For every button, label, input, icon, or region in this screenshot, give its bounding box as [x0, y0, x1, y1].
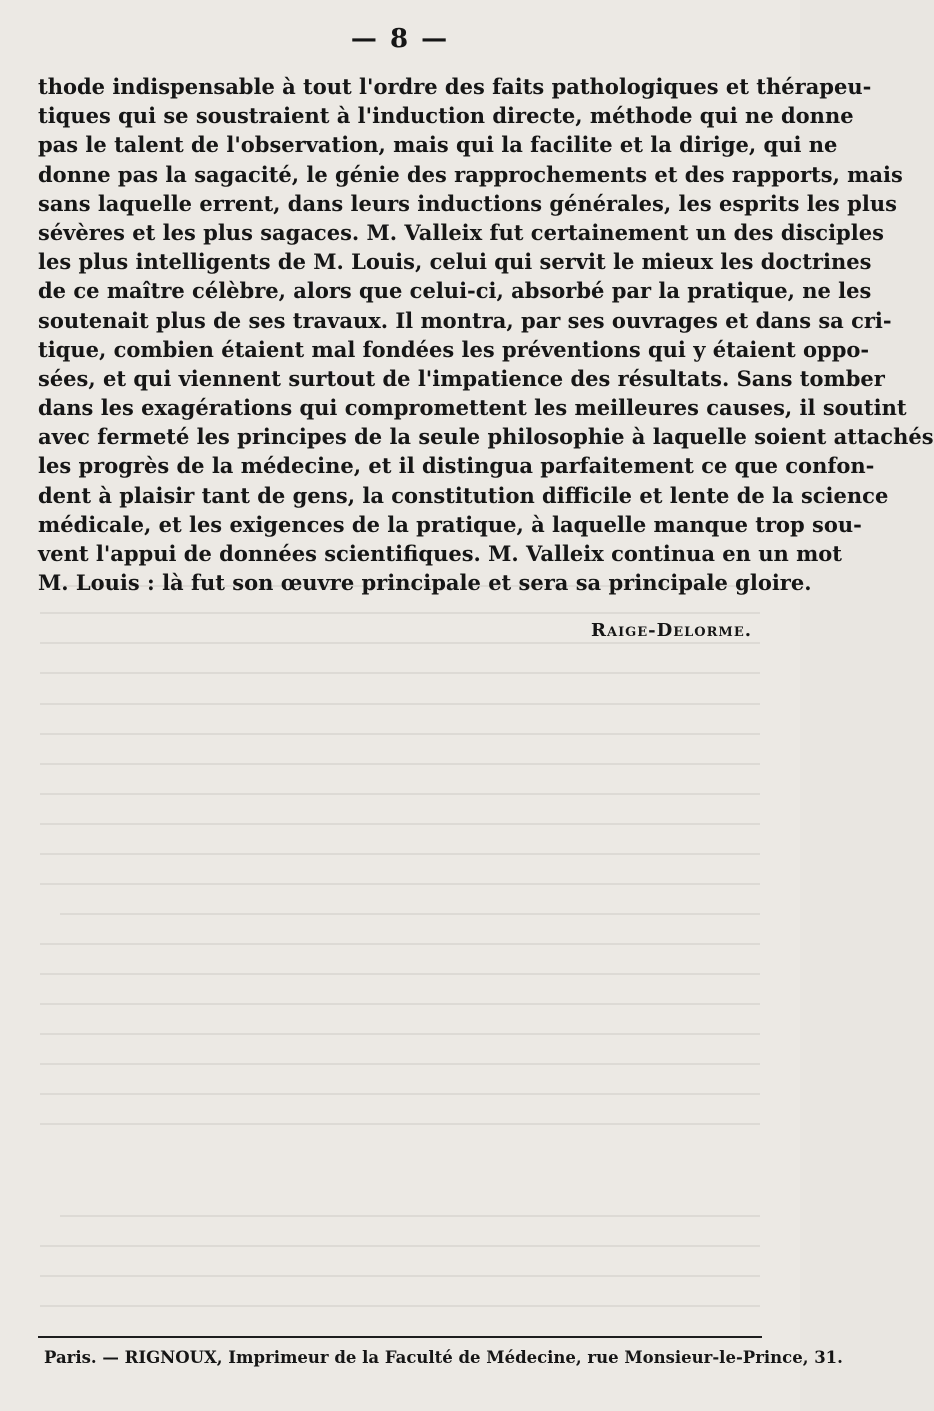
text-line: les progrès de la médecine, et il distingua parfaitement ce que confon-: [38, 453, 875, 479]
show-through-line: [40, 1033, 760, 1035]
text-line: les plus intelligents de M. Louis, celui qui servit le mieux les doctrines: [38, 249, 872, 275]
text-line: de ce maître célèbre, alors que celui-ci, absorbé par la pratique, ne les: [38, 278, 872, 304]
text-line: dent à plaisir tant de gens, la constitution difficile et lente de la science: [38, 482, 889, 508]
show-through-line: [60, 1215, 760, 1217]
text-line: sévères et les plus sagaces. M. Valleix fut certainement un des disciples: [38, 219, 884, 245]
show-through-line: [40, 973, 760, 975]
page-number: — 8 —: [350, 24, 450, 54]
text-line: donne pas la sagacité, le génie des rapprochements et des rapports, mais: [38, 161, 903, 187]
show-through-line: [40, 793, 760, 795]
show-through-line: [40, 823, 760, 825]
show-through-line: [40, 763, 760, 765]
printer-imprint: Paris. — RIGNOUX, Imprimeur de la Faculté de Médecine, rue Monsieur-le-Prince, 31.: [44, 1348, 843, 1367]
footer-rule: [38, 1336, 762, 1338]
show-through-line: [40, 612, 760, 614]
text-line: M. Louis : là fut son œuvre principale et sera sa principale gloire.: [38, 570, 812, 596]
show-through-line: [40, 853, 760, 855]
show-through-line: [40, 1245, 760, 1247]
show-through-line: [40, 1123, 760, 1125]
show-through-line: [40, 943, 760, 945]
show-through-line: [40, 1275, 760, 1277]
show-through-line: [60, 913, 760, 915]
show-through-line: [40, 703, 760, 705]
show-through-line: [40, 1093, 760, 1095]
author-signature: Raige-Delorme.: [591, 620, 752, 641]
show-through-line: [40, 642, 760, 644]
text-line: tique, combien étaient mal fondées les préventions qui y étaient oppo-: [38, 336, 870, 362]
show-through-line: [40, 883, 760, 885]
text-line: sées, et qui viennent surtout de l'impatience des résultats. Sans tomber: [38, 365, 885, 391]
text-line: avec fermeté les principes de la seule philosophie à laquelle soient attachés: [38, 424, 934, 450]
show-through-line: [40, 672, 760, 674]
show-through-line: [40, 1063, 760, 1065]
show-through-line: [40, 1305, 760, 1307]
text-line: sans laquelle errent, dans leurs inductions générales, les esprits les plus: [38, 190, 897, 216]
show-through-line: [40, 1003, 760, 1005]
text-line: tiques qui se soustraient à l'induction directe, méthode qui ne donne: [38, 103, 854, 129]
text-line: thode indispensable à tout l'ordre des faits pathologiques et thérapeu-: [38, 74, 872, 99]
main-text-block: [38, 72, 934, 597]
text-line: dans les exagérations qui compromettent les meilleures causes, il soutint: [38, 395, 907, 421]
text-line: soutenait plus de ses travaux. Il montra, par ses ouvrages et dans sa cri-: [38, 307, 892, 333]
text-line: pas le talent de l'observation, mais qui la facilite et la dirige, qui ne: [38, 132, 838, 158]
text-line: vent l'appui de données scientifiques. M. Valleix continua en un mot: [38, 541, 843, 566]
show-through-line: [40, 733, 760, 735]
text-line: médicale, et les exigences de la pratique, à laquelle manque trop sou-: [38, 511, 862, 537]
